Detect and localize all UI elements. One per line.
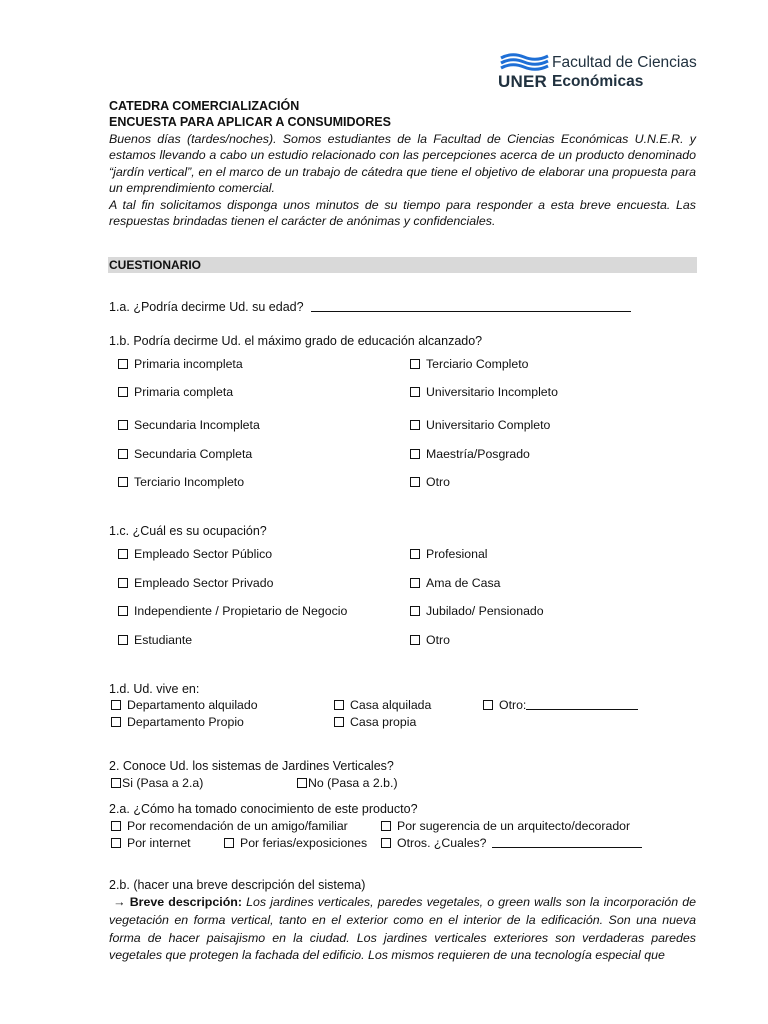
- checkbox-option[interactable]: [118, 475, 244, 489]
- checkbox-icon[interactable]: [410, 635, 420, 645]
- question-1a: [109, 300, 631, 314]
- checkbox-icon[interactable]: [118, 477, 128, 487]
- checkbox-option[interactable]: [111, 836, 191, 850]
- option-label: No (Pasa a 2.b.): [308, 776, 398, 790]
- checkbox-icon[interactable]: [111, 778, 121, 788]
- checkbox-option[interactable]: [111, 715, 244, 729]
- option-label: Profesional: [426, 547, 488, 561]
- checkbox-icon[interactable]: [111, 838, 121, 848]
- option-label: Ama de Casa: [426, 576, 501, 590]
- checkbox-option[interactable]: [118, 633, 192, 647]
- survey-title: ENCUESTA PARA APLICAR A CONSUMIDORES: [109, 115, 391, 129]
- option-label: Terciario Incompleto: [134, 475, 245, 489]
- logo-line1: Facultad de Ciencias: [552, 54, 697, 71]
- checkbox-option[interactable]: [381, 819, 630, 833]
- checkbox-option[interactable]: [410, 547, 488, 561]
- checkbox-icon[interactable]: [224, 838, 234, 848]
- checkbox-option[interactable]: [410, 357, 529, 371]
- option-label: Casa alquilada: [350, 698, 432, 712]
- option-label: Universitario Completo: [426, 418, 551, 432]
- checkbox-icon[interactable]: [118, 578, 128, 588]
- description-lead: Breve descripción:: [129, 895, 242, 909]
- option-label: Jubilado/ Pensionado: [426, 604, 544, 618]
- checkbox-icon[interactable]: [483, 700, 493, 710]
- question-2b-label: 2.b. (hacer una breve descripción del sistema): [109, 878, 366, 892]
- question-1a-label: 1.a. ¿Podría decirme Ud. su edad?: [109, 300, 304, 314]
- option-label: Empleado Sector Privado: [134, 576, 274, 590]
- checkbox-icon[interactable]: [334, 700, 344, 710]
- checkbox-option[interactable]: [118, 418, 260, 432]
- checkbox-icon[interactable]: [410, 578, 420, 588]
- checkbox-icon[interactable]: [381, 821, 391, 831]
- checkbox-option[interactable]: [118, 357, 243, 371]
- logo-uner-text: UNER: [498, 72, 547, 91]
- option-label: Casa propia: [350, 715, 417, 729]
- checkbox-option[interactable]: [118, 547, 272, 561]
- checkbox-icon[interactable]: [334, 717, 344, 727]
- option-label: Departamento alquilado: [127, 698, 258, 712]
- checkbox-option[interactable]: [111, 819, 348, 833]
- checkbox-icon[interactable]: [410, 606, 420, 616]
- option-label: Secundaria Incompleta: [134, 418, 260, 432]
- checkbox-option[interactable]: [118, 385, 233, 399]
- option-label: Universitario Incompleto: [426, 385, 558, 399]
- intro-paragraph-1: Buenos días (tardes/noches). Somos estudiantes de la Facultad de Ciencias Económicas U.N.E.R. y estamos llevando a cabo un estudio relacionado con las percepciones acerca de un producto denominado “jardín vertical”, en el marco de un trabajo de cátedra que tiene el objetivo de elaborar una propuesta para un emprendimiento comercial.: [109, 132, 696, 196]
- checkbox-icon[interactable]: [118, 359, 128, 369]
- checkbox-option[interactable]: [410, 385, 558, 399]
- option-label: Terciario Completo: [426, 357, 529, 371]
- checkbox-icon[interactable]: [118, 387, 128, 397]
- checkbox-option[interactable]: [297, 776, 398, 790]
- question-2a-label: 2.a. ¿Cómo ha tomado conocimiento de este producto?: [109, 802, 418, 816]
- checkbox-icon[interactable]: [297, 778, 307, 788]
- faculty-logo: [498, 50, 698, 94]
- option-label: Si (Pasa a 2.a): [122, 776, 204, 790]
- option-label: Departamento Propio: [127, 715, 244, 729]
- other-source-input-line[interactable]: [492, 837, 642, 848]
- checkbox-icon[interactable]: [111, 700, 121, 710]
- intro-text: [109, 131, 696, 229]
- checkbox-option[interactable]: [334, 715, 416, 729]
- question-2-label: 2. Conoce Ud. los sistemas de Jardines Verticales?: [109, 759, 394, 773]
- checkbox-icon[interactable]: [410, 387, 420, 397]
- checkbox-option[interactable]: [410, 576, 501, 590]
- checkbox-option[interactable]: [334, 698, 431, 712]
- checkbox-icon[interactable]: [118, 606, 128, 616]
- question-1c-label: 1.c. ¿Cuál es su ocupación?: [109, 524, 267, 538]
- option-label: Primaria incompleta: [134, 357, 243, 371]
- option-label: Por internet: [127, 836, 191, 850]
- option-label: Empleado Sector Público: [134, 547, 273, 561]
- question-1b-label: 1.b. Podría decirme Ud. el máximo grado de educación alcanzado?: [109, 334, 483, 348]
- checkbox-option[interactable]: [118, 447, 252, 461]
- checkbox-icon[interactable]: [111, 821, 121, 831]
- option-label: Secundaria Completa: [134, 447, 253, 461]
- checkbox-option[interactable]: [381, 836, 642, 850]
- checkbox-icon[interactable]: [410, 477, 420, 487]
- checkbox-icon[interactable]: [118, 449, 128, 459]
- checkbox-icon[interactable]: [410, 449, 420, 459]
- option-label: Estudiante: [134, 633, 193, 647]
- description-text: Los jardines verticales, paredes vegetales, o green walls son la incorporación de vegetación en forma vertical, tanto en el exterior como en el interior de la edificación. Son una nueva forma de hacer paisajismo en la ciudad. Los jardines verticales exteriores son verdaderas paredes vegetales que protegen la fachada del edificio. Los mismos requieren de una tecnología especial que: [109, 895, 697, 963]
- checkbox-option[interactable]: [410, 604, 544, 618]
- checkbox-icon[interactable]: [118, 635, 128, 645]
- checkbox-icon[interactable]: [118, 549, 128, 559]
- checkbox-option[interactable]: [483, 698, 638, 712]
- system-description: [109, 894, 696, 965]
- checkbox-option[interactable]: [111, 698, 258, 712]
- age-input-line[interactable]: [311, 301, 631, 312]
- checkbox-icon[interactable]: [118, 420, 128, 430]
- option-label: Por ferias/exposiciones: [240, 836, 368, 850]
- checkbox-option[interactable]: [224, 836, 367, 850]
- option-label: Independiente / Propietario de Negocio: [134, 604, 348, 618]
- course-title: CATEDRA COMERCIALIZACIÓN: [109, 99, 300, 113]
- checkbox-icon[interactable]: [111, 717, 121, 727]
- option-label: Por recomendación de un amigo/familiar: [127, 819, 348, 833]
- other-housing-input-line[interactable]: [526, 699, 638, 710]
- checkbox-icon[interactable]: [410, 359, 420, 369]
- option-label: Otro:: [499, 698, 527, 712]
- checkbox-icon[interactable]: [381, 838, 391, 848]
- option-label: Maestría/Posgrado: [426, 447, 530, 461]
- option-label: Otro: [426, 633, 450, 647]
- intro-paragraph-2: A tal fin solicitamos disponga unos minutos de su tiempo para responder a esta breve encuesta. Las respuestas brindadas tienen el carácter de anónimas y confidenciales.: [109, 197, 696, 229]
- checkbox-option[interactable]: [118, 604, 347, 618]
- checkbox-icon[interactable]: [410, 420, 420, 430]
- option-label: Otros. ¿Cuales?: [397, 836, 487, 850]
- wave-logo-icon: [500, 52, 550, 72]
- option-label: Primaria completa: [134, 385, 234, 399]
- checkbox-option[interactable]: [410, 447, 530, 461]
- option-label: Otro: [426, 475, 450, 489]
- checkbox-option[interactable]: [111, 776, 203, 790]
- checkbox-option[interactable]: [410, 475, 450, 489]
- checkbox-option[interactable]: [410, 633, 450, 647]
- checkbox-option[interactable]: [118, 576, 273, 590]
- question-1d-label: 1.d. Ud. vive en:: [109, 682, 200, 696]
- section-header-cuestionario: CUESTIONARIO: [108, 257, 697, 273]
- checkbox-option[interactable]: [410, 418, 550, 432]
- arrow-right-icon: →: [113, 895, 126, 909]
- checkbox-icon[interactable]: [410, 549, 420, 559]
- option-label: Por sugerencia de un arquitecto/decorador: [397, 819, 631, 833]
- logo-line2: Económicas: [552, 73, 644, 90]
